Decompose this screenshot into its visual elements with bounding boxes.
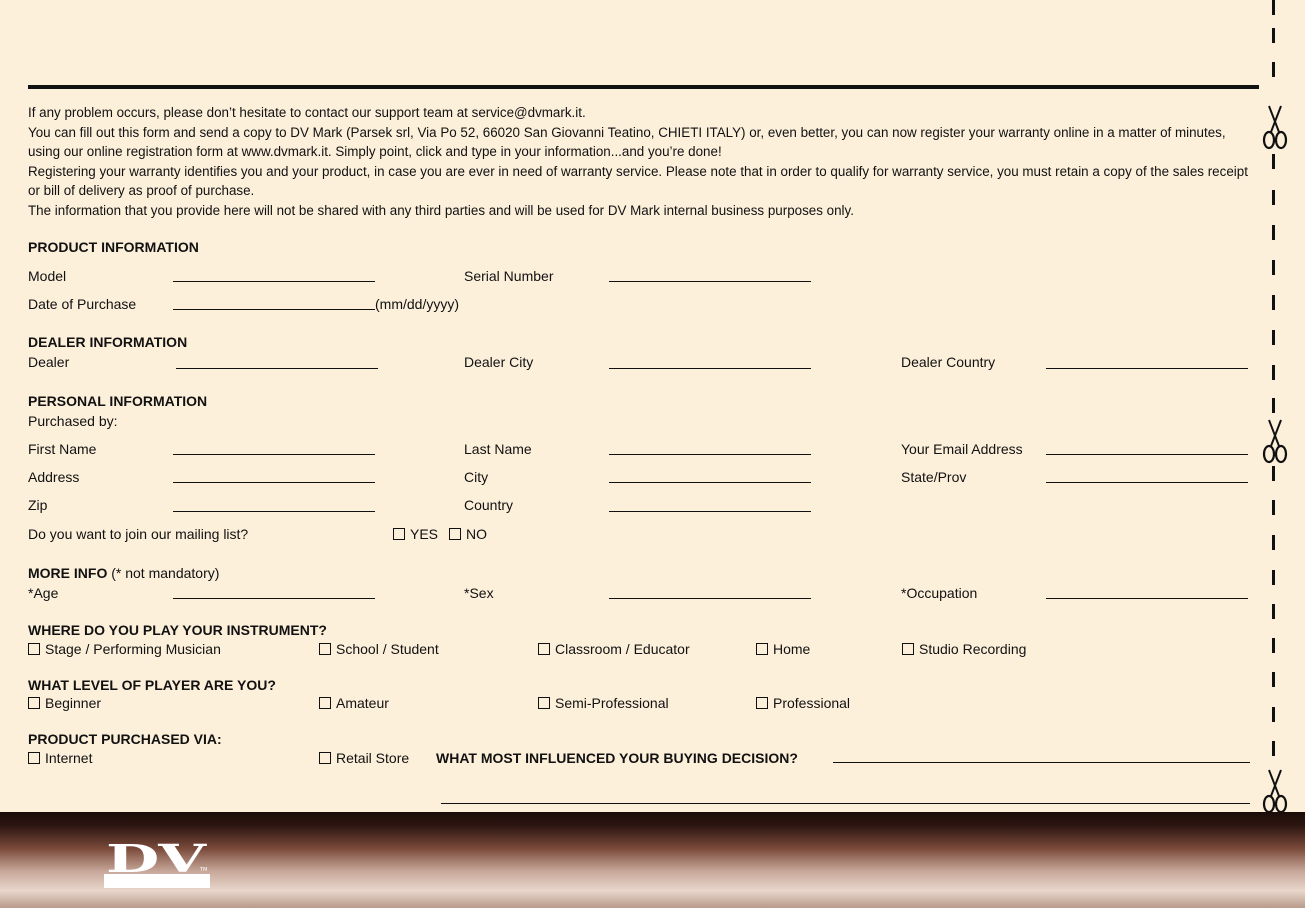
checkbox-label: Retail Store — [336, 750, 410, 766]
checkbox-icon — [28, 643, 40, 655]
age-field[interactable] — [173, 598, 375, 599]
checkbox-label: Beginner — [45, 695, 102, 711]
dealer-city-field[interactable] — [609, 368, 811, 369]
level-option-checkbox[interactable] — [756, 695, 850, 711]
checkbox-label: Home — [773, 641, 811, 657]
checkbox-label: School / Student — [336, 641, 439, 657]
checkbox-icon — [538, 697, 550, 709]
purchase-option-checkbox[interactable] — [319, 750, 409, 766]
checkbox-label: Semi-Professional — [555, 695, 669, 711]
checkbox-label: Professional — [773, 695, 851, 711]
date-of-purchase-field[interactable] — [173, 309, 375, 310]
occupation-field[interactable] — [1046, 598, 1248, 599]
cut-dash — [1272, 365, 1275, 380]
checkbox-icon — [393, 528, 405, 540]
city-label: City — [464, 469, 489, 485]
play-option-checkbox[interactable] — [756, 641, 810, 657]
more-info-heading — [28, 565, 219, 581]
buying-decision-heading: WHAT MOST INFLUENCED YOUR BUYING DECISION? — [436, 750, 798, 766]
cut-dash — [1272, 225, 1275, 240]
email-label: Your Email Address — [901, 441, 1023, 457]
first-name-label: First Name — [28, 441, 97, 457]
checkbox-icon — [319, 752, 331, 764]
date-format-hint: (mm/dd/yyyy) — [375, 296, 459, 312]
level-option-checkbox[interactable] — [319, 695, 389, 711]
dealer-field[interactable] — [176, 368, 378, 369]
city-field[interactable] — [609, 482, 811, 483]
cut-dash — [1272, 0, 1275, 15]
checkbox-label: Classroom / Educator — [555, 641, 690, 657]
product-info-heading: PRODUCT INFORMATION — [28, 239, 199, 255]
mailing-no-checkbox[interactable] — [449, 526, 487, 542]
mailing-list-question: Do you want to join our mailing list? — [28, 526, 249, 542]
intro-paragraph: If any problem occurs, please don’t hesitate to contact our support team at service@dvmark.it. — [28, 105, 586, 120]
cut-dash — [1272, 672, 1275, 687]
date-of-purchase-label: Date of Purchase — [28, 296, 137, 312]
more-info-title: MORE INFO — [28, 565, 108, 581]
intro-paragraph: You can fill out this form and send a copy to DV Mark (Parsek srl, Via Po 52, 66020 San Giovanni Teatino, CHIETI ITALY) or, even better, you can now register your warranty online in a matter of minutes, using our online registration form at www.dvmark.it. Simply point, click and type in your information...and you’re done! — [28, 124, 1226, 160]
cut-dash — [1272, 535, 1275, 550]
country-field[interactable] — [609, 511, 811, 512]
cut-dash — [1272, 398, 1275, 413]
play-option-checkbox[interactable] — [902, 641, 1026, 657]
cut-dash — [1272, 28, 1275, 43]
age-label: *Age — [28, 585, 59, 601]
sex-label: *Sex — [464, 585, 494, 601]
dealer-label: Dealer — [28, 354, 70, 370]
cut-dash — [1272, 466, 1275, 481]
level-option-checkbox[interactable] — [28, 695, 101, 711]
level-option-checkbox[interactable] — [538, 695, 669, 711]
cut-dash — [1272, 570, 1275, 585]
occupation-label: *Occupation — [901, 585, 978, 601]
cut-dash — [1272, 707, 1275, 722]
play-location-heading: WHERE DO YOU PLAY YOUR INSTRUMENT? — [28, 622, 327, 638]
more-info-note: (* not mandatory) — [111, 565, 220, 581]
serial-number-label: Serial Number — [464, 268, 554, 284]
purchased-via-heading: PRODUCT PURCHASED VIA: — [28, 731, 222, 747]
buying-decision-field[interactable] — [833, 762, 1250, 763]
cut-dash — [1272, 638, 1275, 653]
cut-dash — [1272, 295, 1275, 310]
top-rule — [28, 85, 1259, 89]
email-field[interactable] — [1046, 454, 1248, 455]
model-label: Model — [28, 268, 67, 284]
intro-paragraph: Registering your warranty identifies you and your product, in case you are ever in need of warranty service. Please note that in order to qualify for warranty service, you must retain a copy of the sales receipt or bill of delivery as proof of purchase. — [28, 163, 1248, 199]
zip-label: Zip — [28, 497, 48, 513]
state-field[interactable] — [1046, 482, 1248, 483]
svg-text:DV: DV — [106, 836, 209, 881]
checkbox-label: Studio Recording — [919, 641, 1027, 657]
intro-text — [28, 103, 1253, 221]
mailing-yes-checkbox[interactable] — [393, 526, 438, 542]
checkbox-icon — [28, 697, 40, 709]
svg-text:TM: TM — [200, 867, 208, 873]
checkbox-icon — [756, 697, 768, 709]
dealer-country-field[interactable] — [1046, 368, 1248, 369]
checkbox-icon — [538, 643, 550, 655]
play-option-checkbox[interactable] — [319, 641, 439, 657]
checkbox-icon — [756, 643, 768, 655]
checkbox-icon — [902, 643, 914, 655]
checkbox-label: Amateur — [336, 695, 389, 711]
buying-decision-field-line2[interactable] — [441, 803, 1250, 804]
cut-dash — [1272, 741, 1275, 756]
dealer-city-label: Dealer City — [464, 354, 534, 370]
cut-dash — [1272, 62, 1275, 77]
dv-mark-logo — [104, 836, 212, 890]
checkbox-label: NO — [466, 526, 487, 542]
scissors-icon — [1260, 768, 1290, 814]
serial-number-field[interactable] — [609, 281, 811, 282]
play-option-checkbox[interactable] — [28, 641, 221, 657]
country-label: Country — [464, 497, 514, 513]
scissors-icon — [1260, 418, 1290, 464]
last-name-label: Last Name — [464, 441, 532, 457]
intro-paragraph: The information that you provide here will not be shared with any third parties and will be used for DV Mark internal business purposes only. — [28, 202, 854, 218]
cut-dash — [1272, 604, 1275, 619]
checkbox-icon — [319, 643, 331, 655]
dealer-country-label: Dealer Country — [901, 354, 996, 370]
dealer-info-heading: DEALER INFORMATION — [28, 334, 188, 350]
state-label: State/Prov — [901, 469, 967, 485]
address-label: Address — [28, 469, 80, 485]
personal-info-heading: PERSONAL INFORMATION — [28, 393, 208, 409]
checkbox-label: Internet — [45, 750, 93, 766]
purchase-option-checkbox[interactable] — [28, 750, 92, 766]
scissors-icon — [1260, 104, 1290, 150]
first-name-field[interactable] — [173, 454, 375, 455]
cut-dash — [1272, 500, 1275, 515]
model-field[interactable] — [173, 281, 375, 282]
player-level-heading: WHAT LEVEL OF PLAYER ARE YOU? — [28, 677, 276, 693]
checkbox-label: YES — [410, 526, 439, 542]
cut-dash — [1272, 190, 1275, 205]
play-option-checkbox[interactable] — [538, 641, 690, 657]
checkbox-icon — [28, 752, 40, 764]
cut-dash — [1272, 154, 1275, 169]
checkbox-icon — [449, 528, 461, 540]
zip-field[interactable] — [173, 511, 375, 512]
cut-dash — [1272, 260, 1275, 275]
address-field[interactable] — [173, 482, 375, 483]
cut-dash — [1272, 330, 1275, 345]
checkbox-label: Stage / Performing Musician — [45, 641, 221, 657]
sex-field[interactable] — [609, 598, 811, 599]
purchased-by-label: Purchased by: — [28, 413, 118, 429]
last-name-field[interactable] — [609, 454, 811, 455]
checkbox-icon — [319, 697, 331, 709]
